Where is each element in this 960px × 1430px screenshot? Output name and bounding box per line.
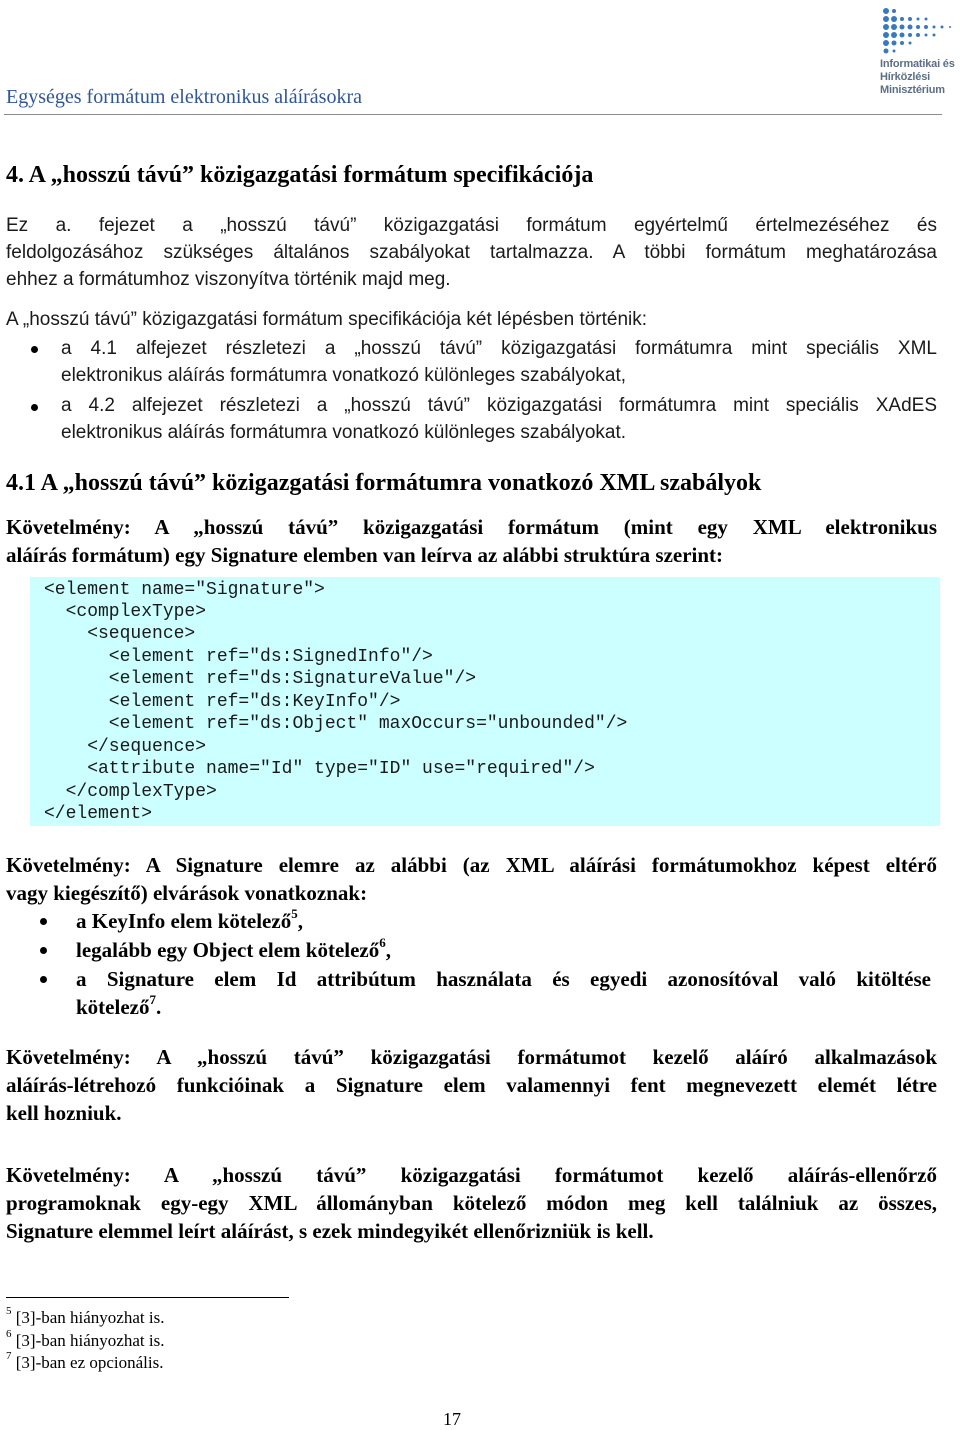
bullet-icon [31, 404, 38, 411]
footnote-divider [6, 1297, 289, 1298]
requirement-line: Követelmény: A Signature elemre az alábbi (az XML aláírási formátumokhoz képest eltérő [6, 853, 937, 877]
bullet-icon [40, 976, 47, 983]
steps-intro: A „hosszú távú” közigazgatási formátum specifikációja két lépésben történik: [6, 309, 648, 330]
intro-paragraph [6, 212, 937, 293]
footnote-ref: 6 [379, 935, 386, 950]
page-number: 17 [443, 1409, 461, 1429]
logo-text-line-2: Hírközlési [880, 71, 930, 83]
footnote-number: 7 [6, 1350, 12, 1363]
bullet-item [61, 335, 937, 389]
requirement-2 [6, 851, 937, 907]
intro-line: Ez a. fejezet a „hosszú távú” közigazgatási formátum egyértelmű értelmezéséhez és [6, 215, 937, 236]
logo-text-line-1: Informatikai és [880, 58, 955, 70]
bullet-tail: , [385, 938, 391, 962]
requirement-3 [6, 1043, 937, 1127]
requirement-line: vagy kiegészítő) elvárások vonatkoznak: [6, 881, 368, 905]
ministry-logo [878, 6, 954, 98]
requirement-line: Követelmény: A „hosszú távú” közigazgatási formátumot kezelő aláíró alkalmazások [6, 1045, 937, 1069]
code-line: </element> [44, 804, 153, 824]
footnote [6, 1305, 165, 1328]
bullet-tail: , [297, 909, 303, 933]
header-divider [4, 114, 942, 115]
footnote-ref: 5 [291, 906, 298, 921]
footnote-text: [3]-ban hiányozhat is. [15, 1308, 165, 1327]
dot-pattern-icon [878, 6, 954, 56]
footnote-number: 6 [6, 1328, 12, 1341]
bullet-icon [40, 947, 47, 954]
section-4-1-heading: 4.1 A „hosszú távú” közigazgatási formátumra vonatkozó XML szabályok [6, 470, 762, 496]
requirement-1 [6, 513, 937, 569]
bullet-text: a KeyInfo elem kötelező [76, 909, 292, 933]
code-line: <element name="Signature"> [44, 580, 325, 600]
footnote-text: [3]-ban ez opcionális. [15, 1353, 164, 1372]
section-4-heading: 4. A „hosszú távú” közigazgatási formátum specifikációja [6, 162, 594, 188]
requirement-bullet [76, 965, 931, 1021]
bullet-line: a 4.2 alfejezet részletezi a „hosszú távú” közigazgatási formátumra mint speciális XAdES [61, 395, 937, 416]
document-header-title: Egységes formátum elektronikus aláírásokra [6, 86, 362, 108]
requirement-line: Signature elemmel leírt aláírást, s ezek mindegyikét ellenőrizniük is kell. [6, 1219, 654, 1243]
intro-line: ehhez a formátumhoz viszonyítva történik majd meg. [6, 269, 451, 290]
bullet-item [61, 392, 937, 446]
requirement-line: Követelmény: A „hosszú távú” közigazgatási formátum (mint egy XML elektronikus [6, 515, 937, 539]
xml-code-block [30, 577, 940, 826]
code-line: <element ref="ds:SignedInfo"/> [44, 647, 433, 667]
code-line: </sequence> [44, 737, 207, 757]
logo-text-line-3: Minisztérium [880, 84, 945, 96]
code-line: <element ref="ds:SignatureValue"/> [44, 669, 477, 689]
bullet-icon [40, 918, 47, 925]
footnote [6, 1328, 165, 1351]
footnote [6, 1350, 164, 1373]
requirement-4 [6, 1161, 937, 1245]
requirement-line: aláírás formátum) egy Signature elemben van leírva az alábbi struktúra szerint: [6, 543, 724, 567]
requirement-line: kell hozniuk. [6, 1101, 122, 1125]
requirement-line: programoknak egy-egy XML állományban kötelező módon meg kell találniuk az összes, [6, 1191, 937, 1215]
requirement-line: Követelmény: A „hosszú távú” közigazgatási formátumot kezelő aláírás-ellenőrző [6, 1163, 937, 1187]
code-line: <attribute name="Id" type="ID" use="required"/> [44, 759, 595, 779]
code-line: <complexType> [44, 602, 207, 622]
requirement-line: aláírás-létrehozó funkcióinak a Signature elem valamennyi fent megnevezett elemét létre [6, 1073, 937, 1097]
code-line: <element ref="ds:Object" maxOccurs="unbounded"/> [44, 714, 628, 734]
bullet-tail: . [155, 995, 162, 1019]
requirement-bullet [76, 936, 391, 964]
bullet-text: kötelező [76, 995, 150, 1019]
requirement-bullet [76, 907, 303, 935]
bullet-text: a Signature elem Id attribútum használata és egyedi azonosítóval való kitöltése [76, 967, 931, 991]
bullet-line: elektronikus aláírás formátumra vonatkozó különleges szabályokat, [61, 365, 627, 386]
bullet-text: legalább egy Object elem kötelező [76, 938, 380, 962]
footnote-ref: 7 [149, 992, 156, 1007]
footnote-number: 5 [6, 1305, 12, 1318]
footnote-text: [3]-ban hiányozhat is. [15, 1331, 165, 1350]
code-line: <sequence> [44, 624, 196, 644]
bullet-line: elektronikus aláírás formátumra vonatkozó különleges szabályokat. [61, 422, 627, 443]
bullet-line: a 4.1 alfejezet részletezi a „hosszú távú” közigazgatási formátumra mint speciális XML [61, 338, 937, 359]
bullet-icon [31, 346, 38, 353]
code-line: </complexType> [44, 782, 217, 802]
intro-line: feldolgozásához szükséges általános szabályokat tartalmazza. A többi formátum meghatározása [6, 242, 937, 263]
code-line: <element ref="ds:KeyInfo"/> [44, 692, 401, 712]
